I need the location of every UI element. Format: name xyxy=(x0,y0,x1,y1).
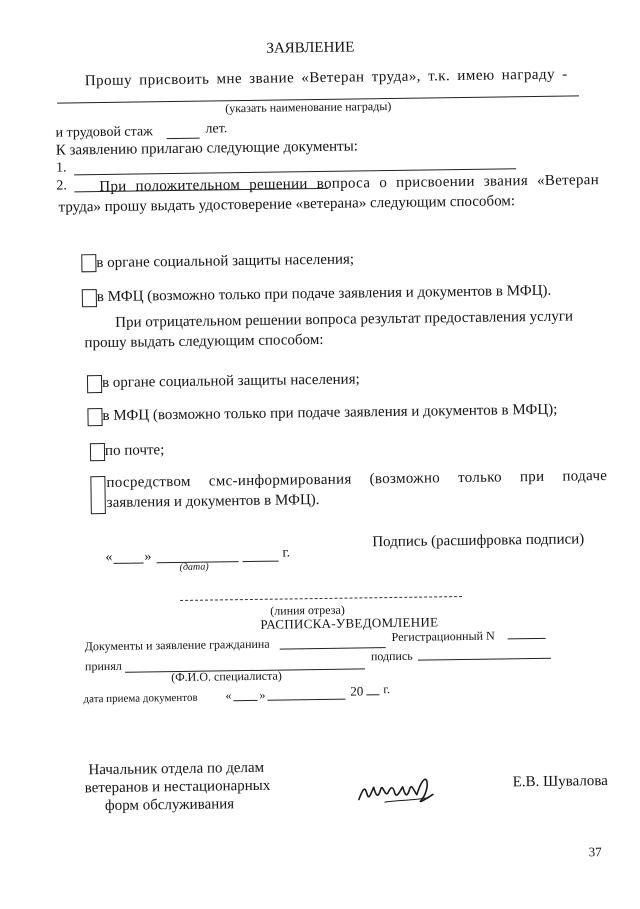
positive-option-social-label: в органе социальной защиты населения; xyxy=(96,251,355,272)
positive-option-social-checkbox[interactable] xyxy=(81,254,96,272)
date-open-quote: « xyxy=(105,549,113,566)
receipt-signature-label: подпись xyxy=(370,648,413,664)
award-hint: (указать наименование награды) xyxy=(225,98,392,116)
experience-prefix: и трудовой стаж xyxy=(55,124,153,141)
cut-line-label: (линия отреза) xyxy=(270,602,345,618)
negative-option-mfc-checkbox[interactable] xyxy=(87,408,102,426)
negative-option-post-label: по почте; xyxy=(104,442,165,460)
receipt-year-suffix: г. xyxy=(383,682,391,697)
request-line: Прошу присвоить мне звание «Ветеран труда», т.к. имею награду - xyxy=(84,66,568,90)
receipt-signature-line xyxy=(418,658,551,661)
positive-option-mfc-label: в МФЦ (возможно только при подаче заявления и документов в МФЦ). xyxy=(96,282,552,306)
applicant-signature-label: Подпись (расшифровка подписи) xyxy=(372,531,585,551)
receipt-date-day-line xyxy=(233,700,257,701)
footer-position-line-1: Начальник отдела по делам xyxy=(88,759,265,779)
sms-option-line-1: посредством смс-информирования (возможно только при подаче xyxy=(106,467,608,491)
negative-option-social-label: в органе социальной защиты населения; xyxy=(101,371,360,392)
receipt-accepted-label: принял xyxy=(84,658,122,674)
footer-position-line-2: ветеранов и нестационарных xyxy=(84,777,271,797)
receipt-date-month-line xyxy=(267,699,345,701)
date-close-quote: » xyxy=(144,549,152,565)
footer-name: Е.В. Шувалова xyxy=(512,773,609,791)
date-year-suffix: г. xyxy=(282,545,291,561)
negative-option-post-checkbox[interactable] xyxy=(90,443,105,461)
receipt-year-prefix: 20 xyxy=(350,683,364,699)
attached-docs-intro: К заявлению прилагаю следующие документы: xyxy=(55,138,359,159)
receipt-title: РАСПИСКА-УВЕДОМЛЕНИЕ xyxy=(260,614,439,632)
receipt-reg-label: Регистрационный N xyxy=(391,628,495,645)
receipt-date-label: дата приема документов xyxy=(83,691,198,706)
receipt-reg-line xyxy=(508,638,546,640)
negative-option-mfc-label: в МФЦ (возможно только при подаче заявления и документов в МФЦ); xyxy=(102,401,558,425)
experience-suffix: лет. xyxy=(205,121,228,137)
receipt-date-close-quote: » xyxy=(259,687,266,702)
receipt-year-line xyxy=(366,694,379,695)
positive-para-line-1: При положительном решении вопроса о присвоении звания «Ветеран xyxy=(99,172,600,196)
application-title: ЗАЯВЛЕНИЕ xyxy=(266,39,355,57)
negative-para-line-2: прошу выдать следующим способом: xyxy=(84,331,324,352)
doc-item-1-number: 1. xyxy=(55,160,67,176)
sms-option-line-2: заявления и документов в МФЦ). xyxy=(106,492,320,511)
negative-option-social-checkbox[interactable] xyxy=(87,375,102,393)
positive-para-line-2: труда» прошу выдать удостоверение «ветерана» следующим способом: xyxy=(58,193,516,216)
experience-blank-line xyxy=(167,138,200,139)
receipt-docs-label: Документы и заявление гражданина xyxy=(84,636,270,654)
cut-line xyxy=(180,596,462,601)
negative-option-sms-checkbox[interactable] xyxy=(90,476,106,514)
footer-position-line-3: форм обслуживания xyxy=(104,796,235,815)
receipt-specialist-hint: (Ф.И.О. специалиста) xyxy=(171,668,282,685)
date-day-line xyxy=(114,562,144,563)
negative-para-line-1: При отрицательном решении вопроса результат предоставления услуги xyxy=(115,308,574,331)
receipt-date-open-quote: « xyxy=(225,688,232,703)
date-year-line xyxy=(243,561,279,563)
doc-item-2-number: 2. xyxy=(56,178,67,194)
positive-option-mfc-checkbox[interactable] xyxy=(82,289,97,307)
date-hint: (дата) xyxy=(179,561,209,573)
page-number: 37 xyxy=(588,844,602,860)
handwritten-signature xyxy=(354,770,444,807)
